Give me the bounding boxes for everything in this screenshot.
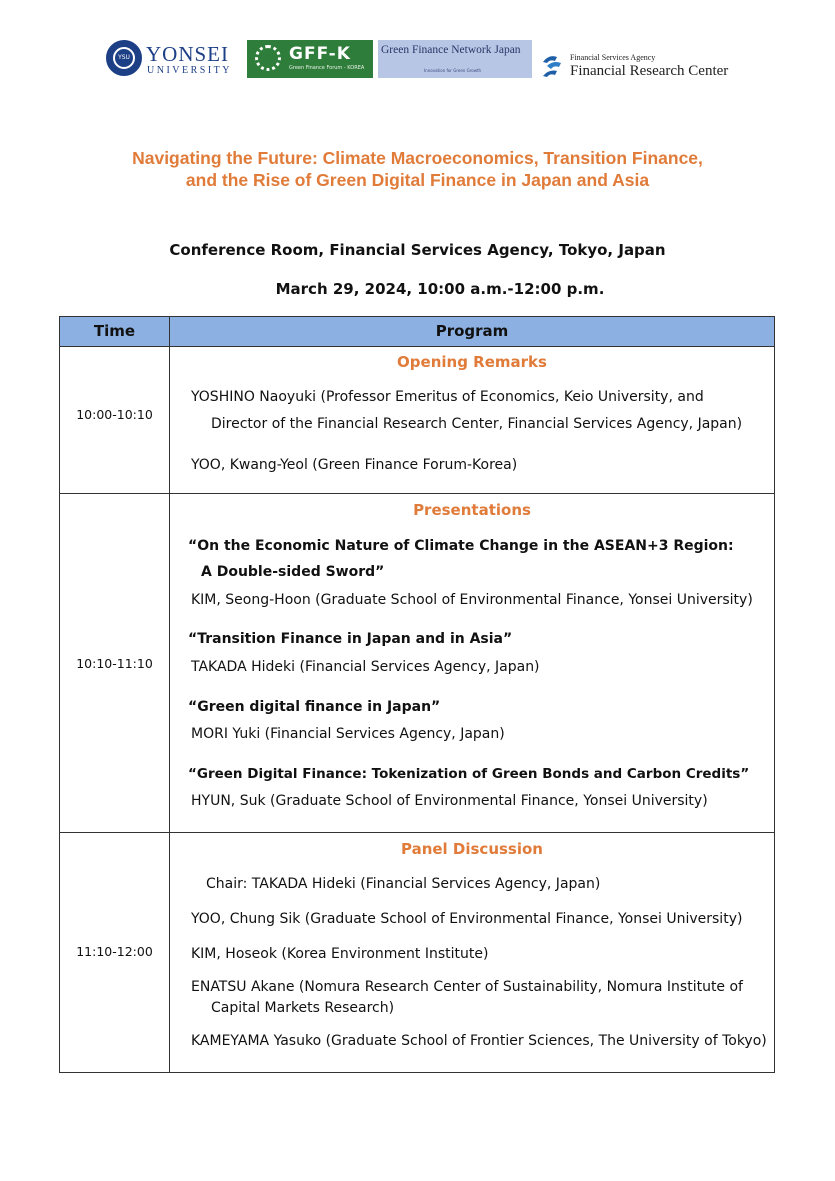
speaker-line: YOSHINO Naoyuki (Professor Emeritus of Economics, Keio University, and: [191, 389, 704, 405]
yonsei-seal-mark: YSU: [113, 47, 135, 69]
gfnj-logo-sub: Innovation for Green Growth: [424, 68, 482, 73]
header-program: Program: [435, 322, 509, 340]
speaker-line: MORI Yuki (Financial Services Agency, Japan): [191, 726, 505, 742]
speaker-line: ENATSU Akane (Nomura Research Center of Sustainability, Nomura Institute of: [191, 979, 743, 995]
speaker-line: HYUN, Suk (Graduate School of Environmental Finance, Yonsei University): [191, 793, 708, 809]
yonsei-seal-logo: [106, 40, 142, 76]
presentation-title: “Green Digital Finance: Tokenization of Green Bonds and Carbon Credits”: [188, 766, 750, 782]
gfnj-logo: [378, 40, 532, 78]
section-title: Presentations: [413, 501, 531, 519]
presentation-title: “On the Economic Nature of Climate Change in the ASEAN+3 Region:: [188, 538, 734, 554]
presentation-title: “Green digital finance in Japan”: [188, 699, 441, 715]
row-divider: [60, 832, 774, 833]
fsa-logo-name: Financial Research Center: [570, 63, 729, 79]
speaker-line: KAMEYAMA Yasuko (Graduate School of Frontier Sciences, The University of Tokyo): [191, 1033, 767, 1049]
yonsei-logo-name: YONSEI: [146, 42, 229, 66]
speaker-line: KIM, Hoseok (Korea Environment Institute): [191, 946, 489, 962]
presentation-title: A Double-sided Sword”: [201, 564, 385, 580]
gffk-logo-sub: Green Finance Forum - KOREA: [289, 65, 365, 71]
chair-line: Chair: TAKADA Hideki (Financial Services Agency, Japan): [206, 876, 601, 892]
speaker-line: KIM, Seong-Hoon (Graduate School of Environmental Finance, Yonsei University): [191, 592, 753, 608]
gffk-logo-name: GFF-K: [289, 44, 351, 64]
section-title: Panel Discussion: [400, 840, 543, 858]
gffk-ring-icon: [255, 45, 281, 71]
speaker-line: Capital Markets Research): [211, 1000, 395, 1016]
gffk-logo: [247, 40, 373, 78]
presentation-title: “Transition Finance in Japan and in Asia”: [188, 631, 513, 647]
speaker-line: YOO, Kwang-Yeol (Green Finance Forum-Korea): [191, 457, 518, 473]
row-time: 10:10-11:10: [76, 656, 153, 671]
speaker-line: TAKADA Hideki (Financial Services Agency, Japan): [191, 659, 540, 675]
page-title-line1: Navigating the Future: Climate Macroeconomics, Transition Finance,: [132, 148, 703, 168]
venue: Conference Room, Financial Services Agency, Tokyo, Japan: [169, 241, 666, 259]
speaker-line: YOO, Chung Sik (Graduate School of Environmental Finance, Yonsei University): [191, 911, 743, 927]
section-title: Opening Remarks: [397, 353, 547, 371]
row-time: 11:10-12:00: [76, 944, 153, 959]
speaker-line: Director of the Financial Research Center, Financial Services Agency, Japan): [211, 416, 743, 432]
fsa-mark-icon: [541, 54, 563, 78]
gfnj-logo-name: Green Finance Network Japan: [381, 44, 521, 56]
header-time: Time: [93, 322, 136, 340]
page-title-line2: and the Rise of Green Digital Finance in Japan and Asia: [185, 170, 650, 190]
yonsei-logo-sub: UNIVERSITY: [147, 65, 232, 76]
row-divider: [60, 493, 774, 494]
fsa-logo-top: Financial Services Agency: [570, 53, 656, 62]
event-date: March 29, 2024, 10:00 a.m.-12:00 p.m.: [275, 280, 605, 298]
column-divider: [169, 317, 170, 1072]
row-time: 10:00-10:10: [76, 407, 153, 422]
program-table: [59, 316, 775, 1073]
